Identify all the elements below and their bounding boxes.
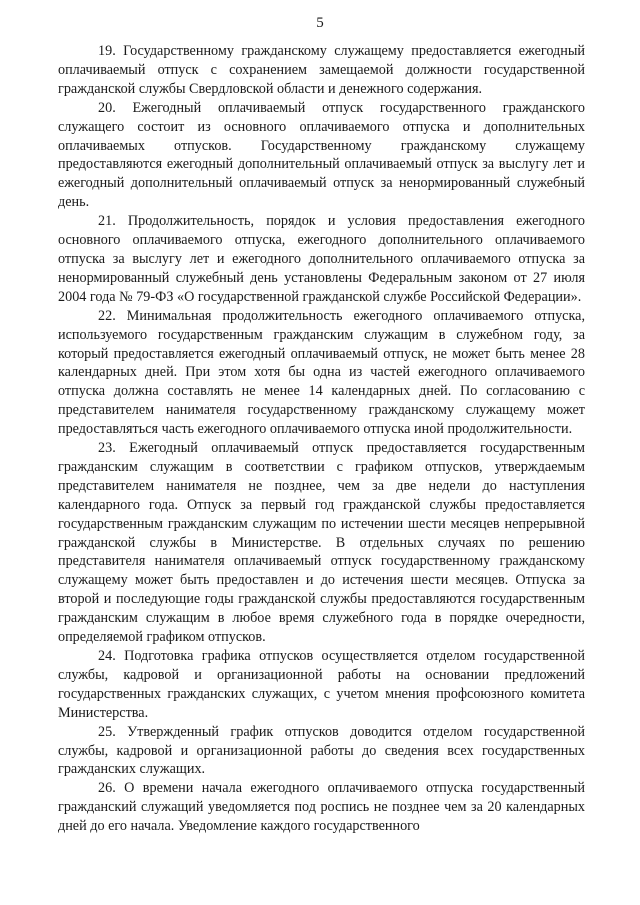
paragraph-22: 22. Минимальная продолжительность ежегодного оплачиваемого отпуска, используемого государственным гражданским служащим в служебном году, за который предоставляется ежегодный оплачиваемый отпуск, не может быть менее 28 календарных дней. При этом хотя бы одна из частей ежегодного оплачиваемого отпуска должна составлять не менее 14 календарных дней. По согласованию с представителем нанимателя государственному гражданскому служащему может предоставляться часть ежегодного оплачиваемого отпуска иной продолжительности. <box>58 307 585 438</box>
paragraph-24: 24. Подготовка графика отпусков осуществляется отделом государственной службы, кадровой и организационной работы на основании предложений государственных гражданских служащих, с учетом мнения профсоюзного комитета Министерства. <box>58 648 585 721</box>
paragraph-20: 20. Ежегодный оплачиваемый отпуск государственного гражданского служащего состоит из основного оплачиваемого отпуска и дополнительных оплачиваемых отпусков. Государственному гражданскому служащему предоставляются ежегодный дополнительный оплачиваемый отпуск за выслугу лет и ежегодный дополнительный оплачиваемый отпуск за ненормированный служебный день. <box>58 99 585 211</box>
page-number: 5 <box>316 15 324 31</box>
document-body <box>58 42 585 836</box>
paragraph-19: 19. Государственному гражданскому служащему предоставляется ежегодный оплачиваемый отпуск с сохранением замещаемой должности государственной гражданской службы Свердловской области и денежного содержания. <box>58 43 585 97</box>
paragraph-21: 21. Продолжительность, порядок и условия предоставления ежегодного основного оплачиваемого отпуска, ежегодного дополнительного оплачиваемого отпуска за выслугу лет и ежегодного дополнительного оплачиваемого отпуска за ненормированный служебный день установлены Федеральным законом от 27 июля 2004 года № 79-ФЗ «О государственной гражданской службе Российской Федерации». <box>58 213 585 305</box>
paragraph-26: 26. О времени начала ежегодного оплачиваемого отпуска государственный гражданский служащий уведомляется под роспись не позднее чем за 20 календарных дней до его начала. Уведомление каждого государственного <box>58 780 585 835</box>
paragraph-23: 23. Ежегодный оплачиваемый отпуск предоставляется государственным гражданским служащим в соответствии с графиком отпусков, утверждаемым представителем нанимателя не позднее, чем за две недели до наступления календарного года. Отпуск за первый год гражданской службы предоставляется государственным гражданским служащим по истечении шести месяцев непрерывной гражданской службы в Министерстве. В отдельных случаях по решению представителя нанимателя оплачиваемый отпуск государственному гражданскому служащему может быть предоставлен и до истечения шести месяцев. Отпуска за второй и последующие годы гражданской службы предоставляются государственным гражданским служащим в любое время служебного года в порядке очередности, определяемой графиком отпусков. <box>58 440 585 646</box>
paragraph-25: 25. Утвержденный график отпусков доводится отделом государственной службы, кадровой и организационной работы до сведения всех государственных гражданских служащих. <box>58 723 585 778</box>
